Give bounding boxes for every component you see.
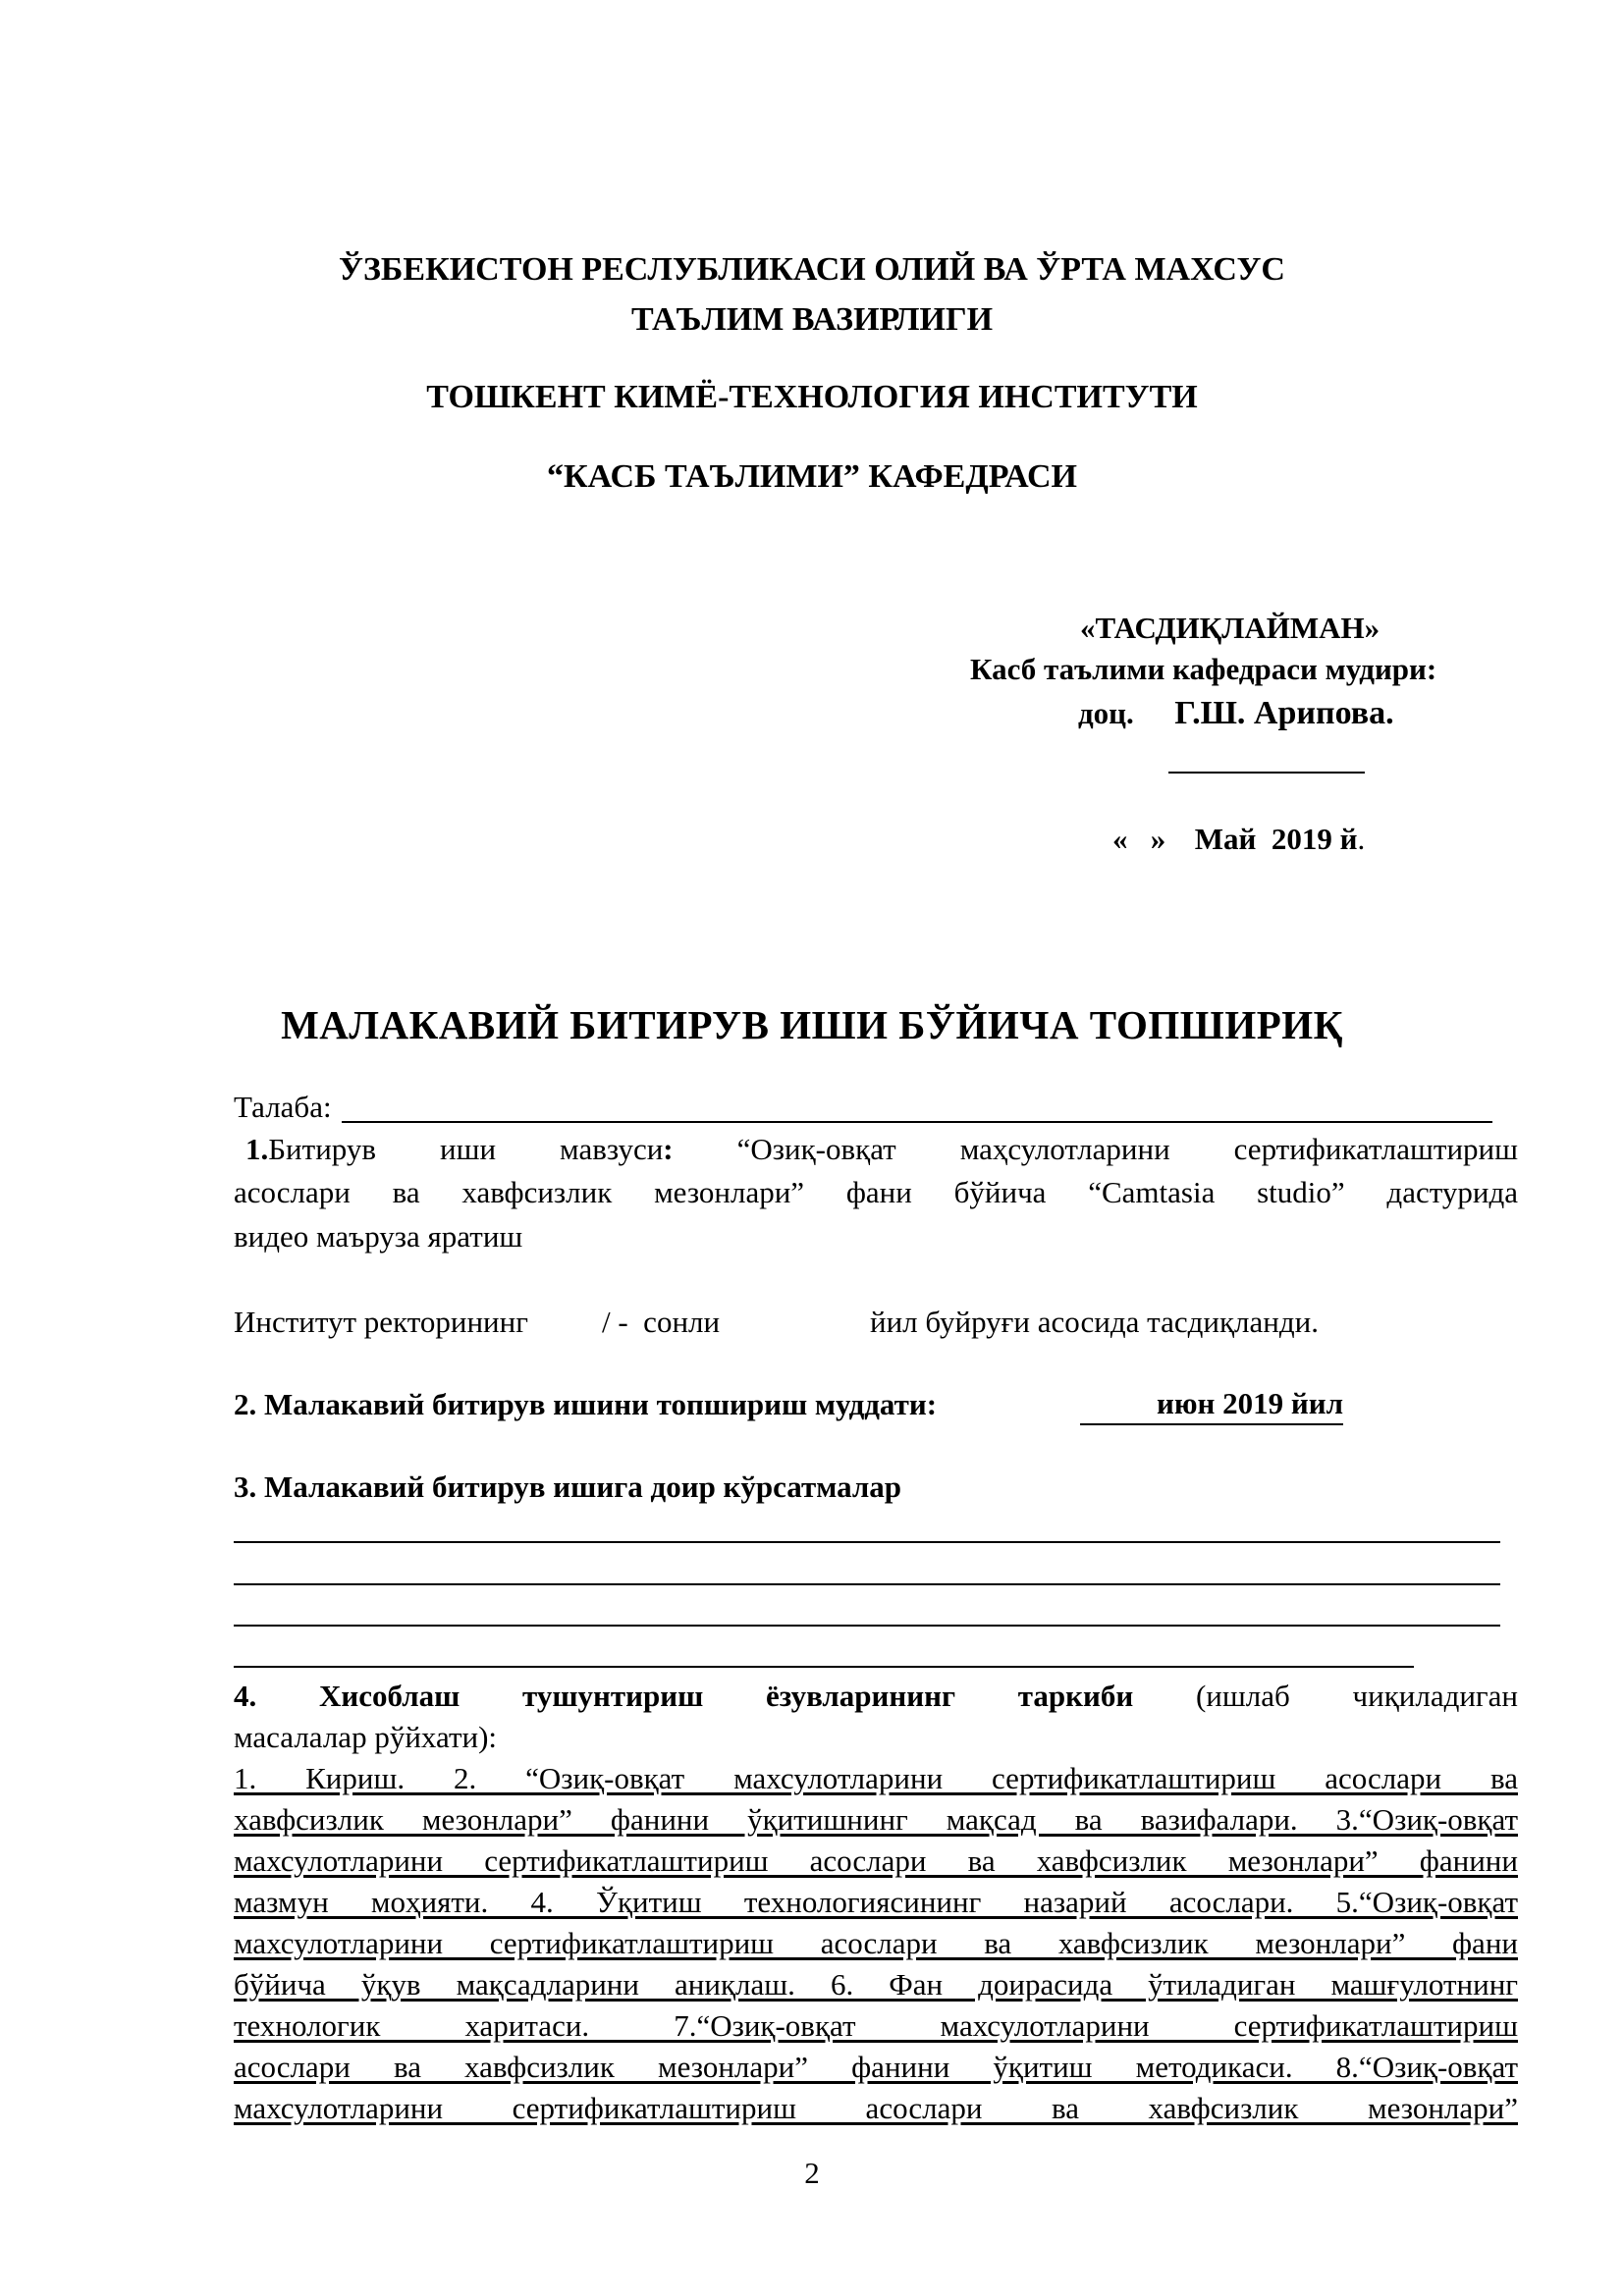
- section1-topic-line2: асослари ва хавфсизлик мезонлари” фани бўйича “Camtasia studio” дастурида: [234, 1175, 1518, 1209]
- section2-label: 2. Малакавий битирув ишини топшириш муддати:: [234, 1387, 938, 1421]
- section4-content-line: махсулотларини сертификатлаштириш асослари ва хавфсизлик мезонлари” фани: [234, 1926, 1518, 1960]
- date-dot: .: [1357, 822, 1366, 856]
- section4-content-line: хавфсизлик мезонлари” фанини ўқитишнинг мақсад ва вазифалари. 3.“Озиқ-овқат: [234, 1802, 1518, 1837]
- section4-label-bold: 4. Хисоблаш тушунтириш ёзувларининг таркиби: [234, 1679, 1134, 1713]
- approval-title: «ТАСДИҚЛАЙМАН»: [1080, 611, 1380, 645]
- section4-content-line: махсулотларини сертификатлаштириш асослари ва хавфсизлик мезонлари”: [234, 2091, 1518, 2125]
- section4-content-line: махсулотларини сертификатлаштириш асослари ва хавфсизлик мезонлари” фанини: [234, 1843, 1518, 1878]
- section1-topic-line1: “Озиқ-овқат маҳсулотларини сертификатлаштириш: [736, 1132, 1518, 1166]
- section3-line-1: [234, 1541, 1500, 1543]
- approval-position: Касб таълими кафедраси мудири:: [970, 652, 1437, 686]
- section1-colon: :: [663, 1132, 674, 1166]
- section3-label: 3. Малакавий битирув ишига доир кўрсатмалар: [234, 1469, 902, 1504]
- ministry-line-2: ТАЪЛИМ ВАЗИРЛИГИ: [630, 301, 994, 338]
- date-month-year: Май 2019 й: [1194, 822, 1358, 856]
- page-title: МАЛАКАВИЙ БИТИРУВ ИШИ БЎЙИЧА ТОПШИРИҚ: [281, 1002, 1343, 1047]
- date-quotes: « »: [1112, 822, 1166, 856]
- section4-content-line: технологик харитаси. 7.“Озиқ-овқат махсулотларини сертификатлаштириш: [234, 2008, 1518, 2043]
- approval-name-prefix: доц.: [1078, 696, 1134, 730]
- section1-topic-line3: видео маъруза яратиш: [234, 1219, 523, 1254]
- order-part2: / - сонли: [602, 1305, 721, 1339]
- section1-line1: [234, 1129, 1518, 1170]
- student-name-line: [342, 1121, 1492, 1123]
- section4-content-line: бўйича ўқув мақсадларини аниқлаш. 6. Фан доирасида ўтиладиган машғулотнинг: [234, 1967, 1518, 2002]
- section3-line-2: [234, 1583, 1500, 1585]
- section4-label-line2: масалалар рўйхати):: [234, 1720, 498, 1754]
- approval-name: Г.Ш. Арипова.: [1174, 695, 1394, 731]
- order-part1: Институт ректорининг: [234, 1305, 528, 1339]
- section2-value: июн 2019 йил: [1080, 1384, 1343, 1425]
- page-number: 2: [804, 2156, 820, 2190]
- signature-line: [1168, 772, 1365, 774]
- section1-label: Битирув иши мавзуси: [268, 1132, 664, 1166]
- student-label: Талаба:: [234, 1090, 332, 1124]
- section4-content-line: асослари ва хавфсизлик мезонлари” фанини ўқитиш методикаси. 8.“Озиқ-овқат: [234, 2050, 1518, 2084]
- section4-content-line: мазмун моҳияти. 4. Ўқитиш технологиясининг назарий асослари. 5.“Озиқ-овқат: [234, 1885, 1518, 1919]
- section3-line-4: [234, 1666, 1414, 1668]
- approval-signatory: [1078, 694, 1394, 733]
- ministry-line-1: ЎЗБЕКИСТОН РЕСЛУБЛИКАСИ ОЛИЙ ВА ЎРТА МАХСУС: [339, 251, 1285, 288]
- section4-label-rest: (ишлаб чиқиладиган: [1195, 1679, 1519, 1713]
- section4-heading: [234, 1676, 1518, 1717]
- section4-content-line: 1. Кириш. 2. “Озиқ-овқат махсулотларини сертификатлаштириш асослари ва: [234, 1761, 1518, 1795]
- section1-number: 1.: [245, 1132, 269, 1166]
- institute-name: ТОШКЕНТ КИМЁ-ТЕХНОЛОГИЯ ИНСТИТУТИ: [426, 379, 1198, 415]
- section3-line-3: [234, 1625, 1500, 1627]
- department-name: “КАСБ ТАЪЛИМИ” КАФЕДРАСИ: [546, 458, 1078, 495]
- order-part3: йил буйруғи асосида тасдиқланди.: [870, 1305, 1319, 1339]
- approval-date: [1112, 820, 1365, 859]
